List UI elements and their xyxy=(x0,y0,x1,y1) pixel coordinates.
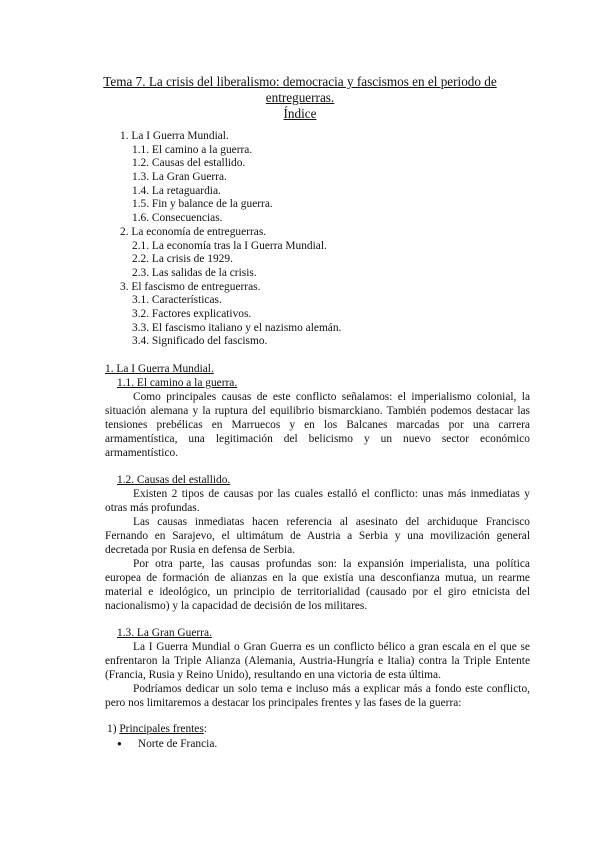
subsection-title: Principales frentes xyxy=(119,723,204,735)
subsection-number: 1) xyxy=(107,723,120,735)
document-body xyxy=(105,362,530,752)
bullet-item: ● Norte de Francia. xyxy=(117,737,530,752)
toc-item: 2.3. Las salidas de la crisis. xyxy=(132,266,257,279)
toc-item: 2.2. La crisis de 1929. xyxy=(132,253,233,266)
toc-item: 1.3. La Gran Guerra. xyxy=(132,171,227,184)
section-heading-1: 1. La I Guerra Mundial. xyxy=(105,363,214,375)
toc-item: 3.4. Significado del fascismo. xyxy=(132,335,268,348)
toc-item: 2.1. La economía tras la I Guerra Mundial. xyxy=(132,239,327,252)
index-heading: Índice xyxy=(283,106,317,121)
paragraph: Las causas inmediatas hacen referencia al asesinato del archiduque Francisco Fernando en Sarajevo, el ultimátum de Austria a Serbia y una movilización general decretada por Rusia en defensa de Serbia. xyxy=(105,516,530,556)
toc-item: 1. La I Guerra Mundial. xyxy=(120,130,229,142)
toc-item: 3.1. Características. xyxy=(132,294,222,307)
toc-item: 1.6. Consecuencias. xyxy=(132,212,223,225)
toc-item: 3.3. El fascismo italiano y el nazismo alemán. xyxy=(132,321,342,334)
paragraph: Existen 2 tipos de causas por las cuales estalló el conflicto: unas más inmediatas y otras más profundas. xyxy=(105,488,530,514)
paragraph: La I Guerra Mundial o Gran Guerra es un conflicto bélico a gran escala en el que se enfrentaron la Triple Alianza (Alemania, Austria-Hungría e Italia) contra la Triple Entente (Francia, Rusia y Reino Unido), resultando en una victoria de esta última. xyxy=(105,641,530,681)
document-title xyxy=(80,74,520,122)
subsection-colon: : xyxy=(203,723,207,735)
toc-item: 3.2. Factores explicativos. xyxy=(132,307,252,320)
title-line-2: entreguerras. xyxy=(265,90,335,105)
toc-item: 1.5. Fin y balance de la guerra. xyxy=(132,198,273,211)
toc-item: 1.1. El camino a la guerra. xyxy=(132,143,253,156)
toc-item: 1.2. Causas del estallido. xyxy=(132,157,246,170)
toc-item: 2. La economía de entreguerras. xyxy=(120,225,267,238)
subsection-label xyxy=(105,722,530,736)
toc-item: 3. El fascismo de entreguerras. xyxy=(120,280,261,293)
toc-item: 1.4. La retaguardia. xyxy=(132,184,221,197)
section-heading-1-1: 1.1. El camino a la guerra. xyxy=(117,377,238,389)
section-heading-1-2: 1.2. Causas del estallido. xyxy=(117,474,231,486)
title-line-1: Tema 7. La crisis del liberalismo: democracia y fascismos en el periodo de xyxy=(103,74,497,89)
paragraph: Por otra parte, las causas profundas son: la expansión imperialista, una política europea de formación de alianzas en la que existía una desconfianza mutua, un rearme material e ideológico, un principio de territorialidad (causado por el giro etnicista del nacionalismo) y la capacidad de decisión de los militares. xyxy=(105,558,530,612)
paragraph: Podríamos dedicar un solo tema e incluso más a explicar más a fondo este conflicto, pero nos limitaremos a destacar los principales frentes y las fases de la guerra: xyxy=(105,683,530,709)
section-heading-1-3: 1.3. La Gran Guerra. xyxy=(117,627,212,639)
paragraph: Como principales causas de este conflicto señalamos: el imperialismo colonial, la situación alemana y la ruptura del equilibrio bismarckiano. También podemos destacar las tensiones prebélicas en Marruecos y en los Balcanes marcadas por una carrera armamentística, una legitimación del belicismo y un nuevo sector económico armamentístico. xyxy=(105,391,530,459)
table-of-contents xyxy=(120,129,540,348)
